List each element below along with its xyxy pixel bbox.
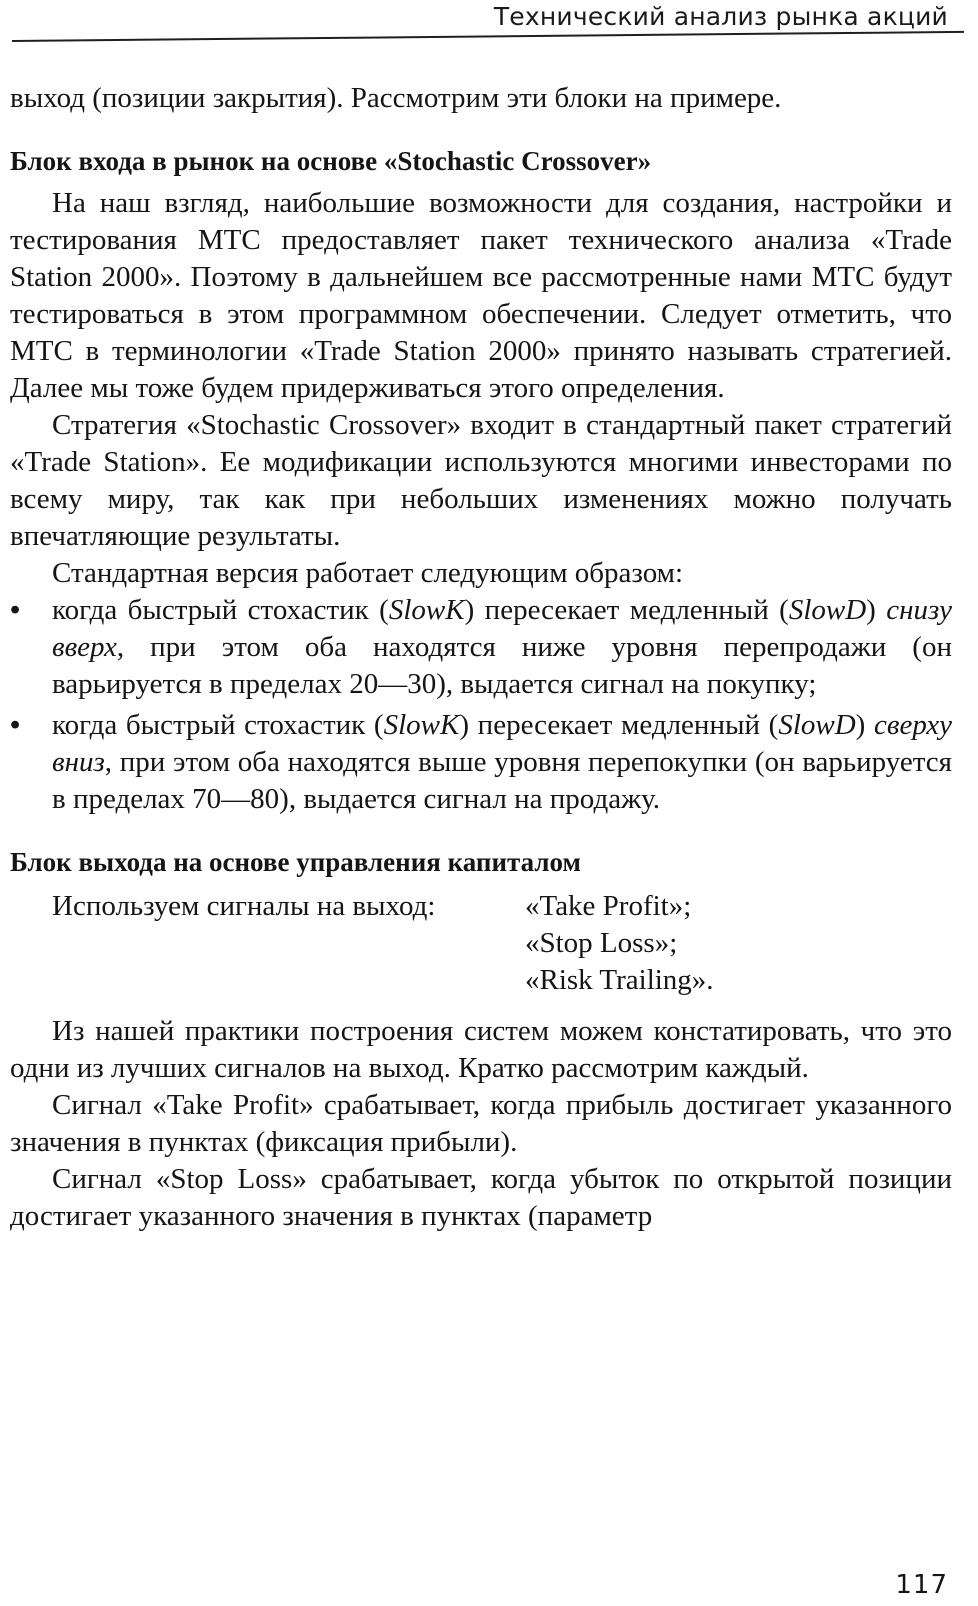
bullet-icon: • bbox=[10, 594, 21, 626]
slowd-term: SlowD bbox=[788, 594, 867, 626]
paragraph-standard-version: Стандартная версия работает следующим образом: bbox=[52, 557, 684, 589]
slowk-term: SlowK bbox=[388, 594, 465, 626]
bullet-icon: • bbox=[10, 709, 21, 741]
rules-list bbox=[10, 592, 952, 818]
running-head: Технический анализ рынка акций bbox=[493, 2, 948, 31]
rule-text: , при этом оба находятся выше уровня перепокупки (он варьируется в пределах 70—80), выдается сигнал на продажу. bbox=[52, 746, 952, 815]
direction-term: сверху вниз bbox=[52, 709, 952, 778]
rule-text: когда быстрый стохастик ( bbox=[52, 594, 389, 626]
rule-text: ) пересекает медленный ( bbox=[459, 709, 779, 741]
paragraph-stochastic-crossover: Стратегия «Stochastic Crossover» входит в стандартный пакет стратегий «Trade Station». Ее модификации используются многими инвесторами по всему миру, так как при небольших изменениях можно получать впечатляющие результаты. bbox=[10, 409, 952, 552]
paragraph-best-signals: Из нашей практики построения систем можем констатировать, что это одни из лучших сигналов на выход. Кратко рассмотрим каждый. bbox=[10, 1015, 952, 1084]
signal-take-profit: «Take Profit»; bbox=[525, 890, 692, 922]
section-heading-entry-block: Блок входа в рынок на основе «Stochastic Crossover» bbox=[10, 146, 652, 176]
slowk-term: SlowK bbox=[383, 709, 460, 741]
header-rule bbox=[12, 31, 964, 42]
exit-signals-block bbox=[10, 888, 952, 999]
signal-risk-trailing: «Risk Trailing». bbox=[525, 964, 714, 996]
rule-text: , при этом оба находятся ниже уровня перепродажи (он варьируется в пределах 20—30), выдается сигнал на покупку; bbox=[52, 631, 952, 700]
page-body bbox=[10, 80, 952, 1235]
paragraph-stop-loss: Сигнал «Stop Loss» срабатывает, когда убыток по открытой позиции достигает указанного значения в пунктах (параметр bbox=[10, 1163, 952, 1232]
paragraph-trade-station: На наш взгляд, наибольшие возможности для создания, настройки и тестирования МТС предоставляет пакет технического анализа «Trade Station 2000». Поэтому в дальнейшем все рассмотренные нами МТС будут тестироваться в этом программном обеспечении. Следует отметить, что МТС в терминологии «Trade Station 2000» принято называть стратегией. Далее мы тоже будем придерживаться этого определения. bbox=[10, 187, 952, 404]
rule-text: ) пересекает медленный ( bbox=[464, 594, 789, 626]
paragraph-take-profit: Сигнал «Take Profit» срабатывает, когда прибыль достигает указанного значения в пунктах (фиксация прибыли). bbox=[10, 1089, 952, 1158]
list-item-sell-rule bbox=[10, 707, 952, 818]
page-number: 117 bbox=[895, 1570, 948, 1600]
rule-text: ) bbox=[855, 709, 874, 741]
exit-signals-label: Используем сигналы на выход: bbox=[52, 890, 436, 922]
rule-text: ) bbox=[866, 594, 887, 626]
slowd-term: SlowD bbox=[778, 709, 856, 741]
exit-signals-list bbox=[525, 888, 714, 999]
rule-text: когда быстрый стохастик ( bbox=[52, 709, 384, 741]
section-heading-exit-block: Блок выхода на основе управления капиталом bbox=[10, 847, 581, 877]
list-item-buy-rule bbox=[10, 592, 952, 703]
signal-stop-loss: «Stop Loss»; bbox=[525, 927, 678, 959]
intro-continuation-paragraph: выход (позиции закрытия). Рассмотрим эти блоки на примере. bbox=[10, 82, 782, 114]
direction-term: снизу вверх bbox=[52, 594, 952, 663]
